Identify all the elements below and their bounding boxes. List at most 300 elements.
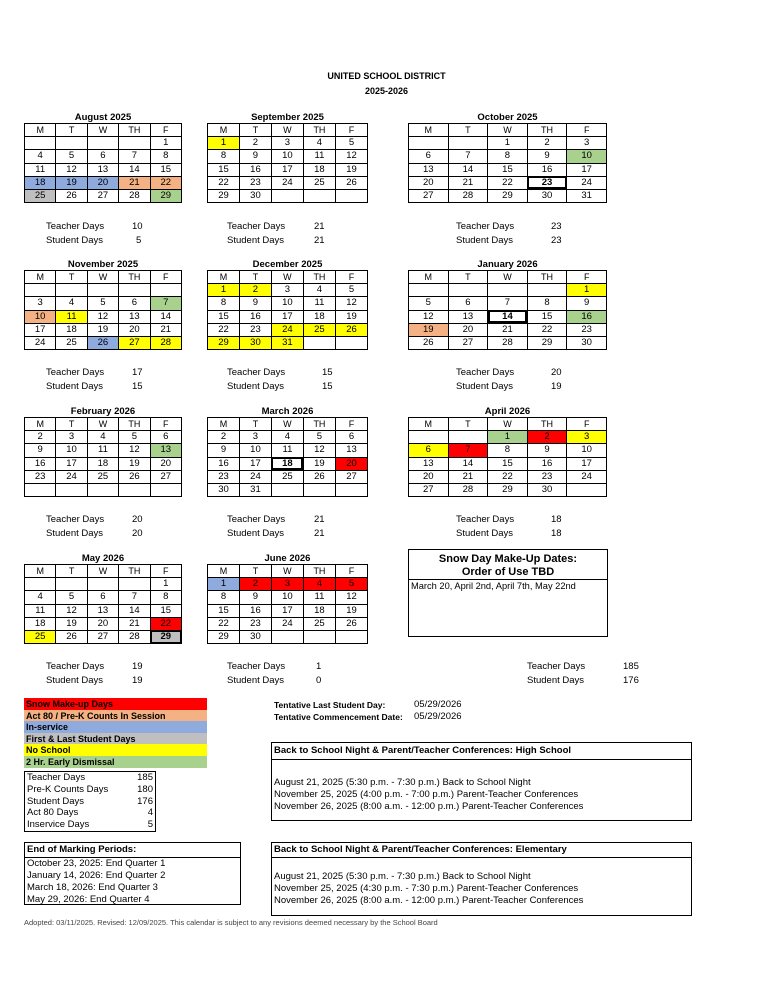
weekday-header: W [87,418,118,431]
day-cell: 21 [150,323,181,336]
day-cell: 2 [25,431,56,444]
day-cell: 1 [150,578,181,591]
day-cell: 30 [527,483,567,496]
week-row [25,150,182,163]
student-days-value: 0 [316,675,322,686]
day-cell: 6 [87,591,118,604]
weekday-header: W [271,565,303,578]
teacher-days-value: 21 [314,514,325,525]
empty-cell [271,630,303,643]
legend-no-school: No School [24,744,207,756]
day-cell: 3 [271,578,303,591]
day-cell: 18 [303,163,335,176]
day-cell: 10 [271,297,303,310]
day-cell: 12 [335,297,367,310]
day-cell: 28 [119,189,150,202]
day-cell: 17 [271,163,303,176]
day-cell: 23 [527,470,567,483]
day-cell: 30 [239,336,271,349]
month-title: January 2026 [477,259,538,270]
empty-cell [335,189,367,202]
day-cell: 10 [567,444,607,457]
day-cell: 24 [271,617,303,630]
month-title: February 2026 [70,406,136,417]
day-cell: 18 [303,604,335,617]
weekday-header: F [150,418,181,431]
marking-period-item: May 29, 2026: End Quarter 4 [27,894,150,905]
empty-cell [409,137,449,150]
day-cell: 6 [87,150,118,163]
student-days-value: 15 [132,381,143,392]
district-title: UNITED SCHOOL DISTRICT [327,71,446,81]
week-row [208,189,368,202]
day-cell: 17 [567,163,607,176]
weekday-header: TH [527,418,567,431]
day-cell: 7 [150,297,181,310]
day-cell: 26 [87,336,118,349]
student-days-value: 19 [551,381,562,392]
stat-value: 5 [147,819,153,831]
day-cell: 16 [527,163,567,176]
day-cell: 4 [271,431,303,444]
day-cell: 5 [87,297,118,310]
empty-cell [119,284,150,297]
empty-cell [271,483,303,496]
weekday-row [25,271,182,284]
week-row [25,310,182,323]
day-cell: 26 [409,336,449,349]
stat-label: Inservice Days [27,819,90,831]
teacher-days-label: Teacher Days [227,661,286,672]
week-row [25,189,182,202]
day-cell: 12 [335,591,367,604]
week-row [208,444,368,457]
weekday-header: W [488,271,528,284]
day-cell: 17 [271,604,303,617]
day-cell: 8 [527,297,567,310]
day-cell: 24 [239,470,271,483]
teacher-days-value: 1 [316,661,322,672]
week-row [25,604,182,617]
day-cell: 12 [335,150,367,163]
day-cell: 24 [567,470,607,483]
day-cell: 13 [87,604,118,617]
day-cell: 5 [56,150,87,163]
day-cell: 9 [25,444,56,457]
week-row [409,431,607,444]
empty-cell [303,630,335,643]
weekday-header: F [335,418,367,431]
empty-cell [25,284,56,297]
tentative-commencement-label: Tentative Commencement Date: [274,712,403,722]
stat-value: 176 [137,795,153,807]
week-row [409,483,607,496]
legend-first-last: First & Last Student Days [24,733,207,745]
day-cell: 19 [335,163,367,176]
empty-cell [87,284,118,297]
student-days-value: 5 [136,235,142,246]
day-cell: 31 [239,483,271,496]
day-cell: 6 [448,297,488,310]
day-cell: 9 [527,444,567,457]
day-cell: 7 [488,297,528,310]
day-cell: 12 [56,604,87,617]
weekday-header: T [56,271,87,284]
day-cell: 18 [271,457,303,470]
weekday-header: W [488,418,528,431]
weekday-header: F [335,565,367,578]
weekday-row [208,565,368,578]
day-cell: 17 [271,310,303,323]
student-days-value: 20 [132,528,143,539]
legend-snow-makeup: Snow Make-up Days [24,698,207,710]
teacher-days-label: Teacher Days [46,661,105,672]
day-cell: 26 [335,176,367,189]
teacher-days-value: 18 [551,514,562,525]
day-cell: 11 [303,297,335,310]
week-row [409,137,607,150]
week-row [208,150,368,163]
weekday-header: TH [303,418,335,431]
day-cell: 1 [208,578,240,591]
stat-value: 4 [147,807,153,819]
week-row [25,578,182,591]
high-school-conferences-box [271,742,692,821]
empty-cell [87,578,118,591]
high-school-item: November 25, 2025 (4:00 p.m. - 7:00 p.m.) Parent-Teacher Conferences [274,789,579,800]
elementary-item: November 26, 2025 (8:00 a.m. - 12:00 p.m.) Parent-Teacher Conferences [274,895,584,906]
empty-cell [56,483,87,496]
teacher-days-label: Teacher Days [456,514,515,525]
week-row [208,630,368,643]
day-cell: 23 [208,470,240,483]
weekday-row [208,418,368,431]
weekday-header: T [239,418,271,431]
day-cell: 1 [208,137,240,150]
day-cell: 22 [150,176,181,189]
day-cell: 19 [56,176,87,189]
empty-cell [448,137,488,150]
stat-act80-days [25,807,155,819]
day-cell: 21 [119,617,150,630]
day-cell: 5 [335,284,367,297]
day-cell: 25 [87,470,118,483]
empty-cell [567,483,607,496]
weekday-header: T [239,565,271,578]
teacher-days-label: Teacher Days [46,221,105,232]
day-cell: 13 [87,163,118,176]
day-cell: 6 [335,431,367,444]
empty-cell [119,137,150,150]
day-cell: 29 [150,630,181,643]
day-cell: 21 [488,323,528,336]
month-grid [207,564,368,644]
weekday-header: F [150,124,181,137]
tentative-last-label: Tentative Last Student Day: [274,700,386,710]
student-days-label: Student Days [456,381,514,392]
day-cell: 8 [488,444,528,457]
day-cell: 3 [56,431,87,444]
day-cell: 19 [303,457,335,470]
day-cell: 25 [25,189,56,202]
day-cell: 17 [239,457,271,470]
weekday-header: TH [527,271,567,284]
empty-cell [56,284,87,297]
day-cell: 13 [119,310,150,323]
empty-cell [303,189,335,202]
day-cell: 17 [25,323,56,336]
day-cell: 13 [150,444,181,457]
month-title: May 2026 [81,553,125,564]
day-cell: 16 [239,163,271,176]
teacher-days-label: Teacher Days [227,514,286,525]
day-cell: 19 [335,604,367,617]
day-cell: 14 [448,457,488,470]
elementary-items [272,857,691,907]
empty-cell [150,284,181,297]
weekday-row [409,124,607,137]
day-cell: 22 [208,323,240,336]
day-cell: 18 [25,617,56,630]
student-days-label: Student Days [46,235,104,246]
weekday-header: T [448,271,488,284]
day-cell: 14 [119,163,150,176]
weekday-header: F [567,271,607,284]
empty-cell [409,431,449,444]
month-grid [408,123,607,203]
marking-periods-title: End of Marking Periods: [25,843,240,858]
weekday-header: M [208,124,240,137]
empty-cell [448,284,488,297]
week-row [409,176,607,189]
week-row [208,297,368,310]
day-cell: 9 [239,591,271,604]
teacher-days-value: 19 [132,661,143,672]
student-days-label: Student Days [227,675,285,686]
weekday-header: TH [119,271,150,284]
day-cell: 11 [271,444,303,457]
week-row [25,630,182,643]
week-row [409,150,607,163]
day-cell: 8 [208,297,240,310]
week-row [208,591,368,604]
day-cell: 29 [208,630,240,643]
day-cell: 4 [25,150,56,163]
day-cell: 27 [448,336,488,349]
week-row [409,189,607,202]
day-cell: 12 [409,310,449,323]
day-cell: 25 [303,617,335,630]
marking-period-item: October 23, 2025: End Quarter 1 [27,858,166,869]
week-row [25,323,182,336]
day-cell: 29 [208,336,240,349]
day-cell: 27 [335,470,367,483]
empty-cell [448,431,488,444]
day-cell: 26 [335,617,367,630]
week-row [25,617,182,630]
day-cell: 30 [527,189,567,202]
weekday-header: F [150,565,181,578]
empty-cell [527,284,567,297]
weekday-header: M [208,271,240,284]
day-cell: 3 [25,297,56,310]
day-cell: 27 [119,336,150,349]
weekday-header: T [448,124,488,137]
marking-period-item: January 14, 2026: End Quarter 2 [27,870,166,881]
week-row [25,284,182,297]
day-cell: 14 [448,163,488,176]
weekday-header: W [87,271,118,284]
day-cell: 23 [527,176,567,189]
student-days-value: 18 [551,528,562,539]
month-grid [24,564,182,644]
weekday-header: TH [303,271,335,284]
day-cell: 22 [527,323,567,336]
day-cell: 10 [25,310,56,323]
day-cell: 13 [409,457,449,470]
day-cell: 7 [119,150,150,163]
day-cell: 9 [527,150,567,163]
month-title: December 2025 [252,259,323,270]
empty-cell [488,284,528,297]
day-cell: 10 [271,150,303,163]
weekday-header: TH [303,565,335,578]
day-cell: 22 [208,617,240,630]
student-days-label: Student Days [227,528,285,539]
week-row [208,457,368,470]
day-cell: 18 [87,457,118,470]
empty-cell [150,483,181,496]
week-row [208,310,368,323]
day-cell: 5 [335,578,367,591]
day-cell: 4 [56,297,87,310]
teacher-days-label: Teacher Days [46,367,105,378]
day-cell: 11 [25,604,56,617]
day-cell: 23 [239,323,271,336]
day-cell: 7 [448,150,488,163]
day-cell: 28 [448,483,488,496]
day-cell: 2 [527,431,567,444]
stat-value: 180 [137,783,153,795]
day-cell: 15 [488,457,528,470]
day-cell: 25 [271,470,303,483]
day-cell: 26 [303,470,335,483]
weekday-header: TH [119,418,150,431]
day-cell: 2 [239,284,271,297]
day-cell: 3 [567,137,607,150]
teacher-days-value: 23 [551,221,562,232]
day-cell: 4 [87,431,118,444]
day-cell: 8 [208,591,240,604]
day-cell: 3 [239,431,271,444]
marking-period-item: March 18, 2026: End Quarter 3 [27,882,158,893]
empty-cell [271,189,303,202]
day-cell: 15 [488,163,528,176]
teacher-days-label: Teacher Days [46,514,105,525]
month-grid [24,417,182,497]
day-cell: 19 [87,323,118,336]
day-cell: 26 [119,470,150,483]
weekday-header: W [271,124,303,137]
month-grid [207,270,368,350]
empty-cell [119,578,150,591]
day-cell: 7 [448,444,488,457]
day-cell: 25 [303,176,335,189]
week-row [409,323,607,336]
weekday-header: TH [527,124,567,137]
weekday-header: W [87,565,118,578]
day-cell: 31 [567,189,607,202]
month-grid [24,270,182,350]
weekday-header: T [448,418,488,431]
day-cell: 8 [488,150,528,163]
weekday-header: M [208,418,240,431]
high-school-items [272,759,691,813]
week-row [208,163,368,176]
day-cell: 19 [409,323,449,336]
weekday-header: T [56,565,87,578]
day-cell: 7 [119,591,150,604]
day-cell: 9 [208,444,240,457]
day-cell: 6 [150,431,181,444]
empty-cell [303,336,335,349]
day-cell: 10 [56,444,87,457]
week-row [25,176,182,189]
day-cell: 21 [448,176,488,189]
day-cell: 8 [150,591,181,604]
day-cell: 28 [488,336,528,349]
day-cell: 8 [208,150,240,163]
total-student-days-value: 176 [623,675,639,686]
weekday-header: F [335,271,367,284]
day-cell: 29 [488,483,528,496]
weekday-header: TH [119,565,150,578]
day-cell: 11 [87,444,118,457]
day-cell: 28 [119,630,150,643]
tentative-commencement-value: 05/29/2026 [414,711,462,722]
elementary-title: Back to School Night & Parent/Teacher Conferences: Elementary [274,844,567,855]
weekday-header: TH [303,124,335,137]
day-cell: 4 [25,591,56,604]
empty-cell [335,483,367,496]
day-cell: 1 [150,137,181,150]
day-cell: 13 [448,310,488,323]
weekday-row [208,124,368,137]
day-cell: 22 [488,176,528,189]
day-cell: 11 [25,163,56,176]
day-cell: 20 [87,617,118,630]
tentative-dates [274,699,534,723]
day-cell: 1 [567,284,607,297]
day-cell: 20 [335,457,367,470]
empty-cell [25,483,56,496]
weekday-header: F [567,124,607,137]
student-days-value: 15 [322,381,333,392]
empty-cell [87,137,118,150]
weekday-header: W [87,124,118,137]
weekday-row [409,418,607,431]
day-cell: 30 [567,336,607,349]
day-cell: 2 [239,137,271,150]
day-cell: 15 [150,604,181,617]
week-row [409,457,607,470]
teacher-days-label: Teacher Days [456,221,515,232]
teacher-days-value: 17 [132,367,143,378]
day-cell: 18 [56,323,87,336]
week-row [208,470,368,483]
day-cell: 16 [208,457,240,470]
weekday-header: F [150,271,181,284]
